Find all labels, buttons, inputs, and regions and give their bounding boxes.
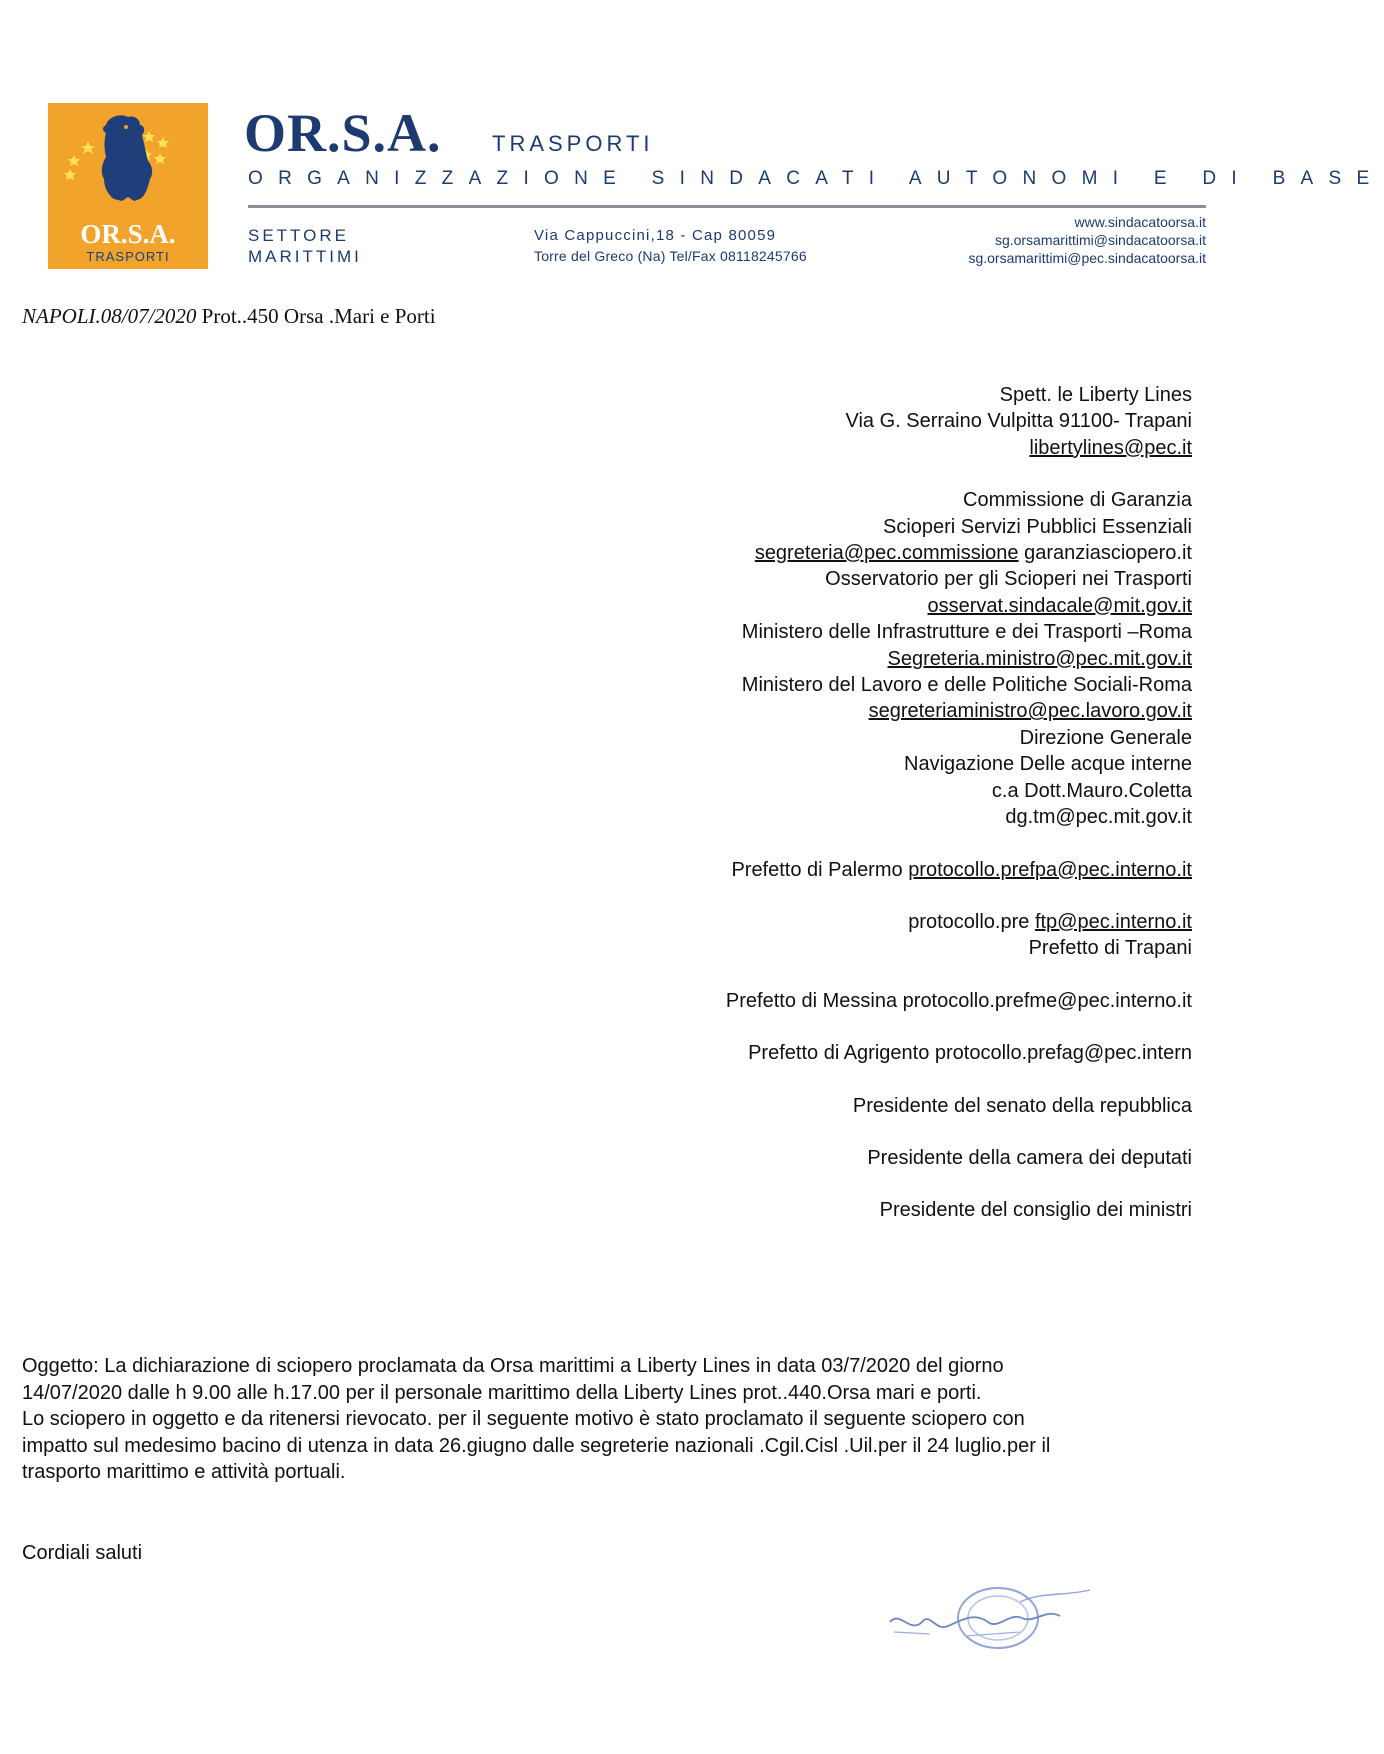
website-link[interactable]: www.sindacatoorsa.it <box>1074 214 1206 230</box>
recipient-line: dg.tm@pec.mit.gov.it <box>1005 806 1192 829</box>
recipient-line: Via G. Serraino Vulpitta 91100- Trapani <box>845 410 1192 433</box>
recipient-line: Presidente del consiglio dei ministri <box>879 1199 1192 1222</box>
recipients-block <box>492 382 1192 1224</box>
recipient-line: Commissione di Garanzia <box>963 489 1192 512</box>
recipient-line: Prefetto di Palermo <box>731 858 909 881</box>
recipient-email-link[interactable]: ftp@pec.interno.it <box>1034 910 1192 933</box>
recipient-line: Osservatorio per gli Scioperi nei Trasporti <box>825 568 1192 591</box>
address-line-2: Torre del Greco (Na) Tel/Fax 08118245766 <box>534 248 807 264</box>
recipient-line: Navigazione Delle acque interne <box>904 753 1192 776</box>
subject-line: impatto sul medesimo bacino di utenza in data 26.giugno dalle segreterie nazionali .Cgil.Cisl .Uil.per il 24 luglio.per il <box>22 1434 1051 1457</box>
recipient-email-link[interactable]: segreteriaministro@pec.lavoro.gov.it <box>868 700 1192 723</box>
signature-stamp <box>870 1582 1102 1654</box>
subject-line: Oggetto: La dichiarazione di sciopero proclamata da Orsa marittimi a Liberty Lines in data 03/7/2020 del giorno <box>22 1355 1004 1377</box>
recipient-line: protocollo.pre <box>908 910 1035 933</box>
subject-paragraph <box>22 1353 1222 1486</box>
closing-text: Cordiali saluti <box>22 1542 143 1564</box>
recipient-line: Ministero del Lavoro e delle Politiche Sociali-Roma <box>741 674 1192 697</box>
protocol-line <box>22 304 436 329</box>
subject-line: 14/07/2020 dalle h 9.00 alle h.17.00 per il personale marittimo della Liberty Lines prot..440.Orsa mari e porti. <box>22 1381 982 1404</box>
recipient-email-link[interactable]: protocollo.prefpa@pec.interno.it <box>908 858 1192 881</box>
sector-line-1: SETTORE <box>248 226 349 245</box>
recipient-line: Direzione Generale <box>1019 726 1192 749</box>
sector-label <box>248 225 362 267</box>
header-divider <box>248 205 1206 208</box>
recipient-line: Prefetto di Messina protocollo.prefme@pec.interno.it <box>725 989 1192 1012</box>
logo-subtitle: TRASPORTI <box>86 249 170 264</box>
recipient-line: Scioperi Servizi Pubblici Essenziali <box>882 515 1192 538</box>
address-block <box>534 226 807 266</box>
recipient-email-link[interactable]: libertylines@pec.it <box>1029 436 1192 459</box>
address-line-1: Via Cappuccini,18 - Cap 80059 <box>534 227 777 244</box>
recipient-line: Prefetto di Agrigento protocollo.prefag@pec.intern <box>748 1042 1192 1065</box>
brand-subtitle: TRASPORTI <box>492 131 654 156</box>
recipient-email-link[interactable]: osservat.sindacale@mit.gov.it <box>927 594 1192 617</box>
contacts-block <box>968 213 1206 267</box>
recipient-line: c.a Dott.Mauro.Coletta <box>991 779 1192 802</box>
organization-name: ORGANIZZAZIONE SINDACATI AUTONOMI E DI BASE <box>248 168 1384 189</box>
sector-line-2: MARITTIMI <box>248 247 362 266</box>
email-link[interactable]: sg.orsamarittimi@sindacatoorsa.it <box>994 232 1206 248</box>
recipient-line: Spett. le Liberty Lines <box>999 384 1192 406</box>
recipient-line: garanziasciopero.it <box>1018 542 1192 565</box>
recipient-line: Prefetto di Trapani <box>1028 937 1192 960</box>
subject-line: Lo sciopero in oggetto e da ritenersi rievocato. per il seguente motivo è stato proclamato il seguente sciopero con <box>22 1408 1025 1430</box>
recipient-line: Presidente del senato della repubblica <box>852 1094 1192 1117</box>
recipient-line: Presidente della camera dei deputati <box>867 1146 1192 1169</box>
recipient-email-link[interactable]: Segreteria.ministro@pec.mit.gov.it <box>887 647 1192 670</box>
recipient-email-link[interactable]: segreteria@pec.commissione <box>754 542 1019 565</box>
brand-title: OR.S.A. <box>244 103 442 163</box>
pec-email-link[interactable]: sg.orsamarittimi@pec.sindacatoorsa.it <box>968 250 1206 266</box>
signature-stamp-icon <box>870 1582 1102 1654</box>
logo-name: OR.S.A. <box>80 219 176 249</box>
orsa-logo <box>48 103 208 269</box>
subject-line: trasporto marittimo e attività portuali. <box>22 1461 346 1483</box>
protocol-ref: Prot..450 Orsa .Mari e Porti <box>201 304 436 328</box>
recipient-line: Ministero delle Infrastrutture e dei Trasporti –Roma <box>741 621 1192 644</box>
protocol-date: NAPOLI.08/07/2020 <box>22 304 197 328</box>
